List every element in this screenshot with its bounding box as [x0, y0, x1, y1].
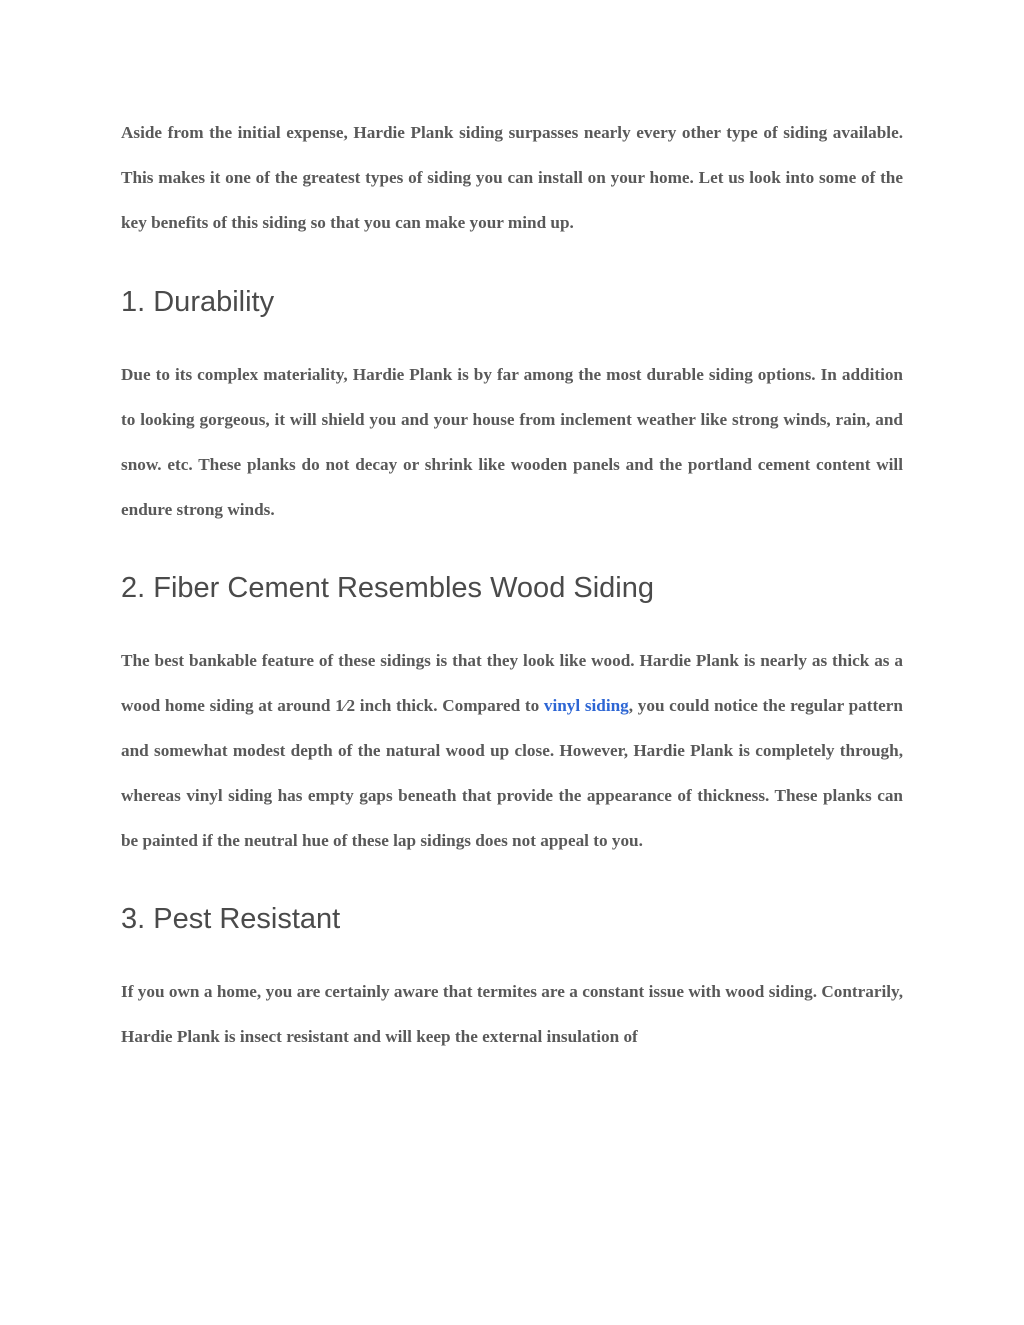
fiber-cement-text-after-link: , you could notice the regular pattern and somewhat modest depth of the natural wood up close. However, Hardie Plank is completely through, whereas vinyl siding has empty gaps beneath that provide the appearance of thickness. These planks can be painted if the neutral hue of these lap sidings does not appeal to you. [121, 696, 903, 850]
intro-paragraph: Aside from the initial expense, Hardie Plank siding surpasses nearly every other type of siding available. This makes it one of the greatest types of siding you can install on your home. Let us look into some of the key benefits of this siding so that you can make your mind up. [121, 123, 903, 232]
fiber-cement-paragraph [121, 638, 903, 863]
heading-durability: 1. Durability [121, 286, 275, 318]
pest-resistant-paragraph: If you own a home, you are certainly aware that termites are a constant issue with wood siding. Contrarily, Hardie Plank is insect resistant and will keep the external insulation of [121, 982, 903, 1046]
heading-fiber-cement: 2. Fiber Cement Resembles Wood Siding [121, 572, 654, 604]
heading-pest-resistant: 3. Pest Resistant [121, 903, 341, 935]
document-page [121, 110, 903, 1059]
fiber-cement-text-before-link: The best bankable feature of these sidings is that they look like wood. Hardie Plank is nearly as thick as a wood home siding at around 1⁄2 inch thick. Compared to [121, 651, 903, 715]
vinyl-siding-link[interactable]: vinyl siding [543, 696, 629, 715]
durability-paragraph: Due to its complex materiality, Hardie Plank is by far among the most durable siding options. In addition to looking gorgeous, it will shield you and your house from inclement weather like strong winds, rain, and snow. etc. These planks do not decay or shrink like wooden panels and the portland cement content will endure strong winds. [121, 365, 903, 519]
